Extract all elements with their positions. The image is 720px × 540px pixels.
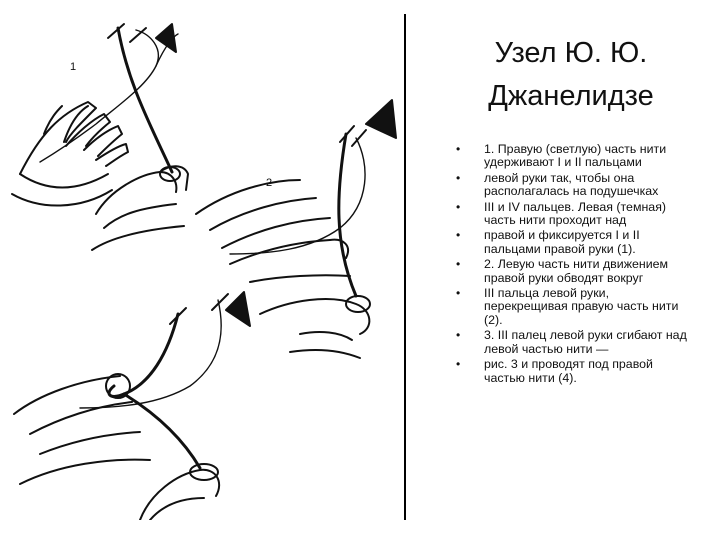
bullet-icon: •: [456, 286, 461, 301]
list-item: [454, 258, 690, 285]
bullet-icon: •: [456, 199, 461, 214]
list-item-text: 3. III палец левой руки сгибают над левой частью нити —: [484, 328, 687, 356]
list-item-text: 2. Левую часть нити движением правой руки обводят вокруг: [484, 257, 669, 285]
figure-1-threads: [40, 28, 178, 172]
vertical-divider: [404, 14, 406, 520]
knot-tying-illustration: [0, 14, 404, 520]
figure-1-hands: [12, 102, 188, 250]
figure-label-1: 1: [70, 61, 77, 73]
bullet-icon: •: [456, 357, 461, 372]
bullet-list: [454, 143, 690, 387]
list-item-text: 1. Правую (светлую) часть нити удерживают I и II пальцами: [484, 142, 667, 170]
figure-3-threads: [80, 300, 221, 468]
list-item-text: III пальца левой руки, перекрещивая правую часть нити (2).: [484, 286, 679, 327]
list-item-text: рис. 3 и проводят под правой частью нити (4).: [484, 357, 653, 385]
list-item-text: левой руки так, чтобы она располагалась на подушечках: [484, 170, 659, 199]
bullet-icon: •: [456, 257, 461, 272]
slide-title: [440, 32, 702, 118]
list-item: [454, 201, 690, 228]
list-item: [454, 172, 690, 199]
title-line-2: Джанелидзе: [488, 80, 654, 112]
list-item: [454, 329, 690, 356]
figure-2-threads: [230, 134, 365, 296]
bullet-icon: •: [456, 328, 461, 343]
list-item: [454, 358, 690, 385]
bullet-icon: •: [456, 142, 461, 156]
list-item: [454, 229, 690, 256]
figure-label-2: 2: [266, 177, 273, 189]
title-line-1: Узел Ю. Ю.: [494, 37, 648, 69]
list-item-text: III и IV пальцев. Левая (темная) часть нити проходит над: [484, 199, 667, 228]
figure-2-hands: [196, 180, 370, 358]
bullet-icon: •: [456, 228, 461, 243]
bullet-icon: •: [456, 170, 461, 185]
list-item: [454, 143, 690, 170]
list-item-text: правой и фиксируется I и II пальцами правой руки (1).: [484, 228, 640, 256]
list-item: [454, 287, 690, 327]
